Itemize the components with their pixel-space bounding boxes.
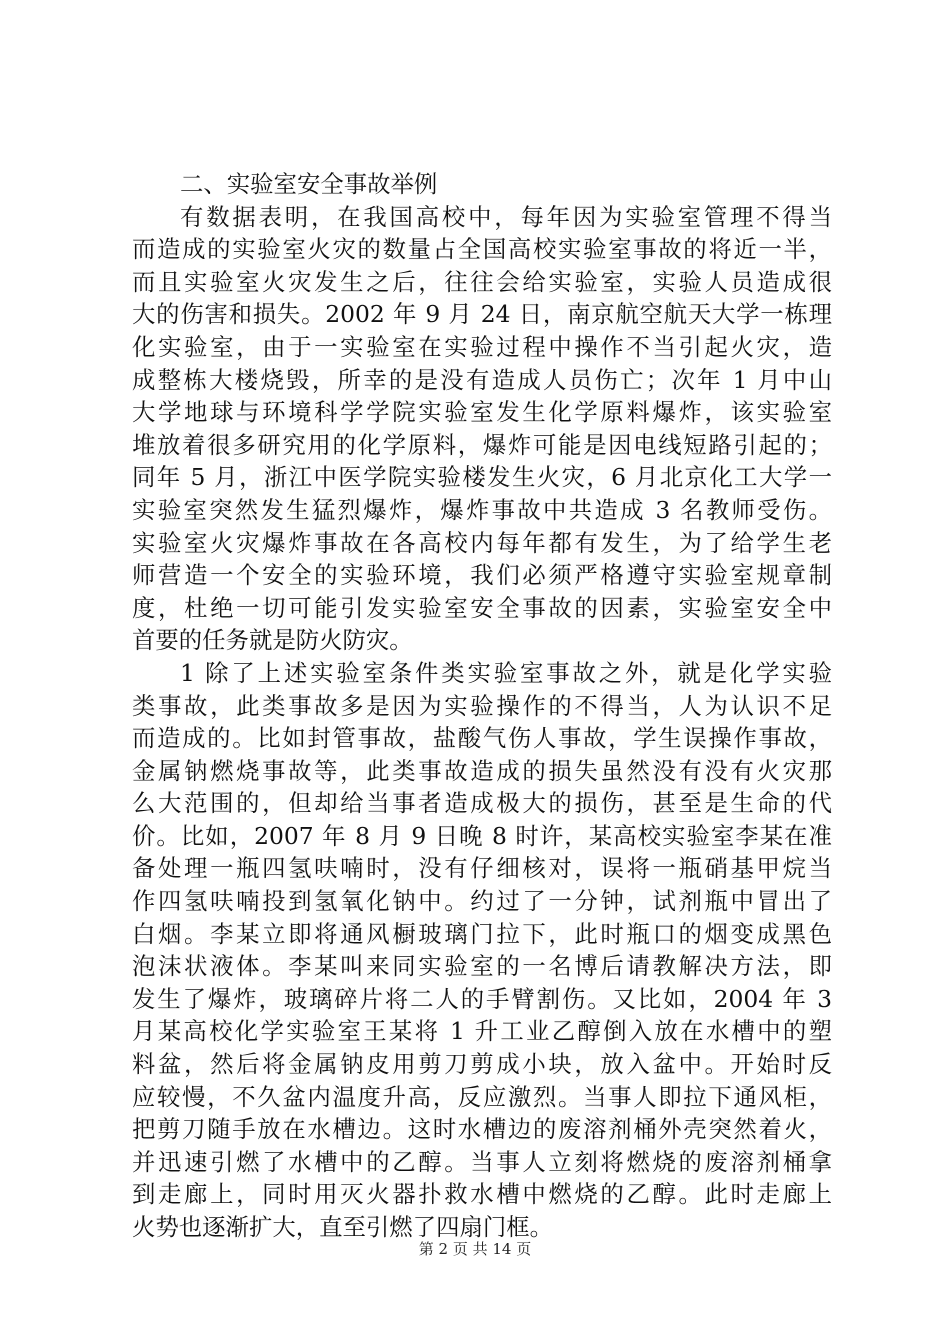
body-text-line: 化实验室，由于一实验室在实验过程中操作不当引起火灾，造 [132, 332, 832, 361]
body-text-line: 度，杜绝一切可能引发实验室安全事故的因素，实验室安全中 [132, 593, 832, 622]
body-text-line: 而造成的实验室火灾的数量占全国高校实验室事故的将近一半， [132, 235, 832, 264]
body-text-line: 而且实验室火灾发生之后，往往会给实验室，实验人员造成很 [132, 267, 832, 296]
body-text-line: 么大范围的，但却给当事者造成极大的损伤，甚至是生命的代 [132, 789, 832, 818]
body-text-line: 把剪刀随手放在水槽边。这时水槽边的废溶剂桶外壳突然着火， [132, 1115, 832, 1144]
body-text-line: 首要的任务就是防火防灾。 [132, 626, 413, 655]
body-text-line: 大学地球与环境科学学院实验室发生化学原料爆炸，该实验室 [132, 398, 832, 427]
body-text-line: 金属钠燃烧事故等，此类事故造成的损失虽然没有没有火灾那 [132, 756, 832, 785]
body-text-line: 师营造一个安全的实验环境，我们必须严格遵守实验室规章制 [132, 561, 832, 590]
page-footer: 第 2 页 共 14 页 [418, 1240, 532, 1258]
body-text-line: 实验室火灾爆炸事故在各高校内每年都有发生，为了给学生老 [132, 528, 832, 557]
body-text-line: 月某高校化学实验室王某将 1 升工业乙醇倒入放在水槽中的塑 [132, 1017, 832, 1046]
body-text-line: 白烟。李某立即将通风橱玻璃门拉下，此时瓶口的烟变成黑色 [132, 919, 832, 948]
document-body [132, 168, 832, 1244]
body-text-line: 到走廊上，同时用灭火器扑救水槽中燃烧的乙醇。此时走廊上 [132, 1180, 832, 1209]
body-text-line: 泡沫状液体。李某叫来同实验室的一名博后请教解决方法，即 [132, 952, 832, 981]
section-heading: 二、实验室安全事故举例 [180, 170, 438, 198]
body-text-line: 类事故，此类事故多是因为实验操作的不得当，人为认识不足 [132, 691, 832, 720]
body-text-line: 1 除了上述实验室条件类实验室事故之外，就是化学实验 [180, 658, 832, 687]
body-text-line: 而造成的。比如封管事故，盐酸气伤人事故，学生误操作事故， [132, 724, 832, 753]
body-text-line: 实验室突然发生猛烈爆炸，爆炸事故中共造成 3 名教师受伤。 [132, 495, 832, 524]
body-text-line: 作四氢呋喃投到氢氧化钠中。约过了一分钟，试剂瓶中冒出了 [132, 887, 832, 916]
body-text-line: 同年 5 月，浙江中医学院实验楼发生火灾，6 月北京化工大学一 [132, 463, 832, 492]
body-text-line: 发生了爆炸，玻璃碎片将二人的手臂割伤。又比如，2004 年 3 [132, 984, 832, 1013]
body-text-line: 应较慢，不久盆内温度升高，反应激烈。当事人即拉下通风柜， [132, 1082, 832, 1111]
body-text-line: 成整栋大楼烧毁，所幸的是没有造成人员伤亡；次年 1 月中山 [132, 365, 832, 394]
body-text-line: 备处理一瓶四氢呋喃时，没有仔细核对，误将一瓶硝基甲烷当 [132, 854, 832, 883]
body-text-line: 料盆，然后将金属钠皮用剪刀剪成小块，放入盆中。开始时反 [132, 1050, 832, 1079]
body-text-line: 有数据表明，在我国高校中，每年因为实验室管理不得当 [180, 202, 832, 231]
body-text-line: 火势也逐渐扩大，直至引燃了四扇门框。 [132, 1213, 554, 1241]
body-text-line: 价。比如，2007 年 8 月 9 日晚 8 时许，某高校实验室李某在准 [132, 821, 832, 850]
body-text-line: 堆放着很多研究用的化学原料，爆炸可能是因电线短路引起的； [132, 430, 832, 459]
body-text-line: 大的伤害和损失。2002 年 9 月 24 日，南京航空航天大学一栋理 [132, 300, 832, 329]
body-text-line: 并迅速引燃了水槽中的乙醇。当事人立刻将燃烧的废溶剂桶拿 [132, 1147, 832, 1176]
